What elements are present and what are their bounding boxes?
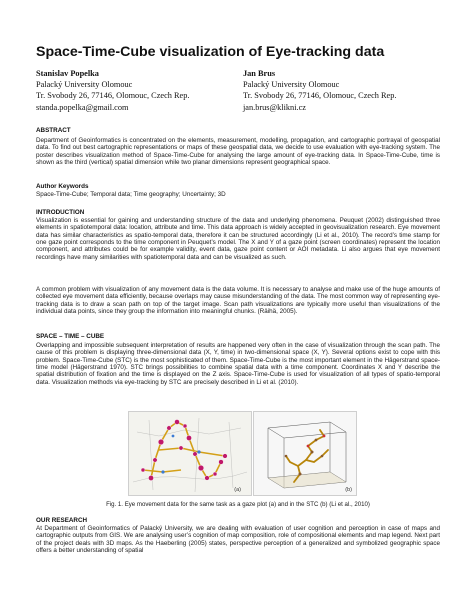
figure-caption: Fig. 1. Eye movement data for the same task as a gaze plot (a) and in the STC (b) (Li et al., 2010) [106,501,370,508]
author-email: jan.brus@klikni.cz [243,102,306,112]
abstract-text: Department of Geoinformatics is concentrated on the elements, measurement, modelling, propagation, and cartographic portrayal of geospatial data. To find out best cartographic representations or maps of these geospatial data, we decide to use evaluation with eye-tracking system. The poster describes visualization method of Space-Time-Cube for analysing the large amount of eye-tracking data. In Space-Time-Cube, time is shown as the third (vertical) spatial dimension while two planar dimensions represent geographical space. [36,137,440,167]
research-text: At Department of Geoinformatics of Palacký University, we are dealing with evaluation of user cognition and perception in case of maps and cartographic outputs from GIS. We are analysing user’s cognition of map composition, role of compositional elements and map legend. Next part of the project deals with 3D maps. As the Haeberling (2005) states, perspective perception of a generalized and symbolized geographic space offers a better understanding of spatial [36,525,440,555]
gaze-plot-image [129,412,251,495]
stc-heading: SPACE – TIME – CUBE [36,333,105,340]
author-affiliation: Palacký University Olomouc [243,80,340,90]
figure-gaze-plot [128,411,252,496]
figure-space-time-cube [253,411,357,496]
abstract-heading: ABSTRACT [36,127,71,134]
stc-text: Overlapping and impossible subsequent interpretation of results are happened very often in the case of visualization through the scan path. The cause of this problem is displaying three-dimensional data (X, Y, time) in two-dimensional space (X, Y). Several options exist to cope with this problem. Space-Time-Cube (STC) is the most sophisticated of them. Space-Time-Cube is the most important element in the Hägerstrand space-time model (Hägerstrand 1970). STC brings possibilities to combine spatial data with a time component. Coordinates X and Y describe the spatial distribution of fixation and the time is displayed on the Z axis. Space-Time-Cube is used for visualization of all types of spatio-temporal data. Visualization methods via eye-tracking by STC are precisely described in Li et al. (2010). [36,342,440,386]
figure-a-label: (a) [234,487,241,493]
author-block-2 [243,68,396,113]
stc-image [254,412,356,495]
research-heading: OUR RESEARCH [36,517,88,524]
author-name: Stanislav Popelka [36,69,99,78]
introduction-paragraph-1: Visualization is essential for gaining and understanding structure of the data and underlying phenomena. Peuquet (2002) distinguished three elements in spatiotemporal data: location, attribute and time. This data approach is widely accepted in geovisualization research. Eye movement data has similar characteristics as spatio-temporal data, therefore it can be structured accordingly (Li et al., 2010). The record’s time stamp for one gaze point corresponds to the time component in Peuquet’s model. The X and Y of a gaze point (screen coordinates) represent the location component, and attributes could be for example validity, event data, gaze point content or AOI metadata. Li also argues that eye movement recordings have many similarities with spatiotemporal data and can be visualized as such. [36,217,440,261]
introduction-paragraph-2: A common problem with visualization of any movement data is the data volume. It is necessary to analyse and make use of the huge amounts of collected eye movement data efficiently, because overlaps may cause misunderstanding of the data. The most common way of representing eye-tracking data is to draw a scan path on top of the target image. Scan path visualizations are typically more useful than visualizations of the individual data points, since they group the information into meaningful chunks. (Räihä, 2005). [36,286,440,316]
keywords-text: Space-Time-Cube; Temporal data; Time geography; Uncertainty; 3D [36,191,226,198]
keywords-heading: Author Keywords [36,183,89,190]
author-name: Jan Brus [243,69,276,78]
introduction-heading: INTRODUCTION [36,209,85,216]
figure-b-label: (b) [345,487,352,493]
paper-title: Space-Time-Cube visualization of Eye-tracking data [36,44,385,60]
author-affiliation: Palacký University Olomouc [36,80,133,90]
author-address: Tr. Svobody 26, 77146, Olomouc, Czech Rep. [36,91,190,101]
author-block-1 [36,68,189,113]
author-email: standa.popelka@gmail.com [36,102,129,112]
author-address: Tr. Svobody 26, 77146, Olomouc, Czech Rep. [243,91,397,101]
